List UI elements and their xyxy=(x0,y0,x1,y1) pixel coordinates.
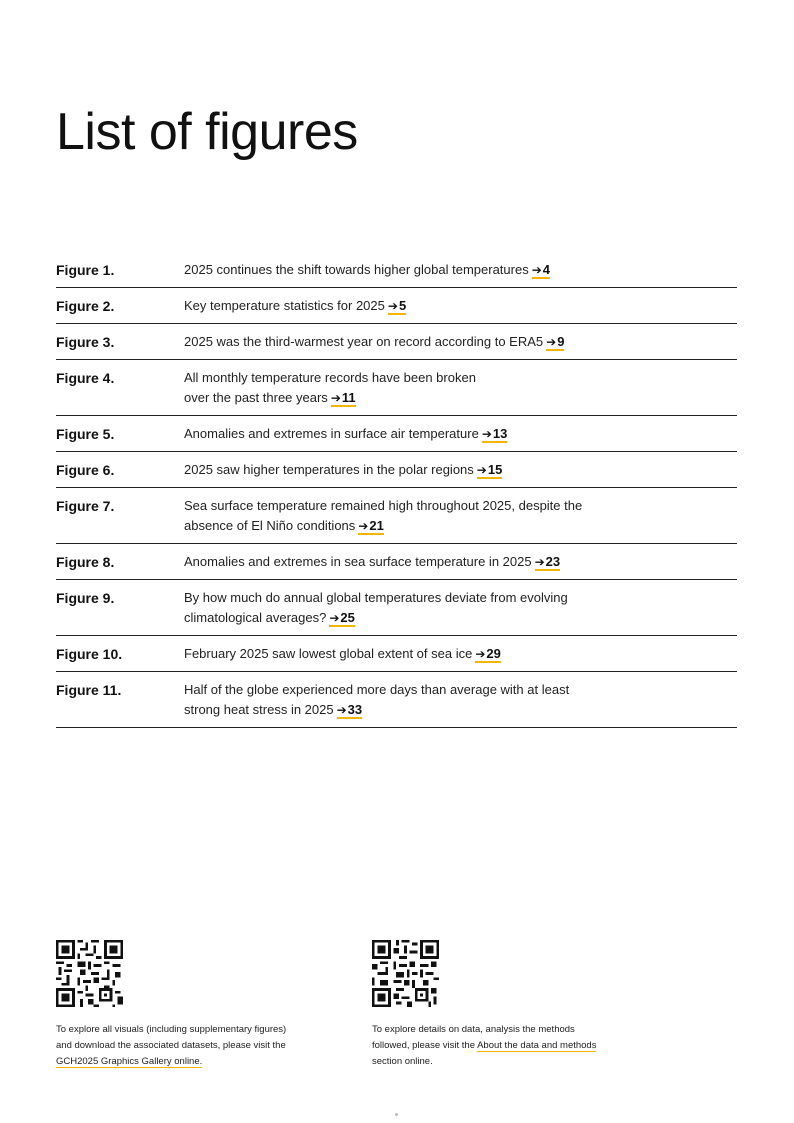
figure-label: Figure 1. xyxy=(56,262,115,278)
figure-label: Figure 3. xyxy=(56,334,115,350)
figure-title: 2025 continues the shift towards higher global temperatures xyxy=(184,262,529,277)
arrow-right-icon: ➔ xyxy=(329,611,340,625)
figure-list xyxy=(56,252,737,728)
figure-title: 2025 saw higher temperatures in the polar regions xyxy=(184,462,474,477)
figure-label: Figure 8. xyxy=(56,554,115,570)
figure-row xyxy=(56,324,737,360)
figure-label: Figure 2. xyxy=(56,298,115,314)
figure-label: Figure 6. xyxy=(56,462,115,478)
figure-title: By how much do annual global temperatures deviate from evolving climatological averages? xyxy=(184,590,568,625)
arrow-right-icon: ➔ xyxy=(336,703,347,717)
page-ref-link[interactable]: ➔33 xyxy=(336,702,363,717)
figure-title: February 2025 saw lowest global extent of sea ice xyxy=(184,646,473,661)
page-ref-link[interactable]: ➔15 xyxy=(476,462,503,477)
footer-text: To explore details on data, analysis the methods followed, please visit the xyxy=(372,1024,575,1051)
page-ref-link[interactable]: ➔25 xyxy=(329,610,355,625)
figure-title: Half of the globe experienced more days than average with at least strong heat stress in 2025 xyxy=(184,682,570,717)
arrow-right-icon: ➔ xyxy=(534,555,545,569)
figure-row xyxy=(56,488,737,544)
figure-title: All monthly temperature records have been broken over the past three years xyxy=(184,370,476,405)
figure-label: Figure 10. xyxy=(56,646,123,662)
arrow-right-icon: ➔ xyxy=(387,299,398,313)
page-ref-link[interactable]: ➔23 xyxy=(534,554,561,569)
footer-text: To explore all visuals (including supplementary figures) and download the associated datasets, please visit the xyxy=(56,1024,287,1051)
arrow-right-icon: ➔ xyxy=(475,647,486,661)
figure-label: Figure 11. xyxy=(56,682,122,698)
figure-title: 2025 was the third-warmest year on record according to ERA5 xyxy=(184,334,544,349)
figure-row xyxy=(56,360,737,416)
page-title: List of figures xyxy=(56,103,358,161)
footer-text-end: section online. xyxy=(372,1056,433,1067)
page-ref-link[interactable]: ➔13 xyxy=(481,426,508,441)
page-ref-link[interactable]: ➔5 xyxy=(387,298,407,313)
data-methods-link[interactable]: About the data and methods xyxy=(477,1040,597,1051)
figure-row xyxy=(56,416,737,452)
graphics-gallery-link[interactable]: GCH2025 Graphics Gallery online. xyxy=(56,1056,203,1067)
figure-row xyxy=(56,544,737,580)
arrow-right-icon: ➔ xyxy=(481,427,492,441)
figure-title: Anomalies and extremes in surface air temperature xyxy=(184,426,479,441)
figure-row xyxy=(56,672,737,728)
arrow-right-icon: ➔ xyxy=(476,463,487,477)
arrow-right-icon: ➔ xyxy=(330,391,341,405)
figure-title: Anomalies and extremes in sea surface temperature in 2025 xyxy=(184,554,532,569)
footer-note-gallery xyxy=(56,1022,326,1070)
qr-code-icon[interactable] xyxy=(372,940,439,1007)
figure-label: Figure 4. xyxy=(56,370,115,386)
page-ref-link[interactable]: ➔11 xyxy=(330,390,356,405)
figure-label: Figure 7. xyxy=(56,498,115,514)
arrow-right-icon: ➔ xyxy=(546,335,557,349)
qr-code-icon[interactable] xyxy=(56,940,123,1007)
page-ref-link[interactable]: ➔9 xyxy=(546,334,565,349)
figure-row xyxy=(56,636,737,672)
arrow-right-icon: ➔ xyxy=(358,519,369,533)
figure-label: Figure 9. xyxy=(56,590,115,606)
figure-title: Key temperature statistics for 2025 xyxy=(184,298,385,313)
figure-row xyxy=(56,288,737,324)
figure-title: Sea surface temperature remained high throughout 2025, despite the absence of El Niño conditions xyxy=(184,498,583,533)
arrow-right-icon: ➔ xyxy=(531,263,542,277)
footer-note-methods xyxy=(372,1022,622,1070)
figure-row xyxy=(56,252,737,288)
figure-label: Figure 5. xyxy=(56,426,115,442)
page-marker xyxy=(395,1113,398,1116)
figure-row xyxy=(56,452,737,488)
figure-row xyxy=(56,580,737,636)
page-ref-link[interactable]: ➔4 xyxy=(531,262,551,277)
page-ref-link[interactable]: ➔29 xyxy=(475,646,501,661)
page-ref-link[interactable]: ➔21 xyxy=(358,518,384,533)
